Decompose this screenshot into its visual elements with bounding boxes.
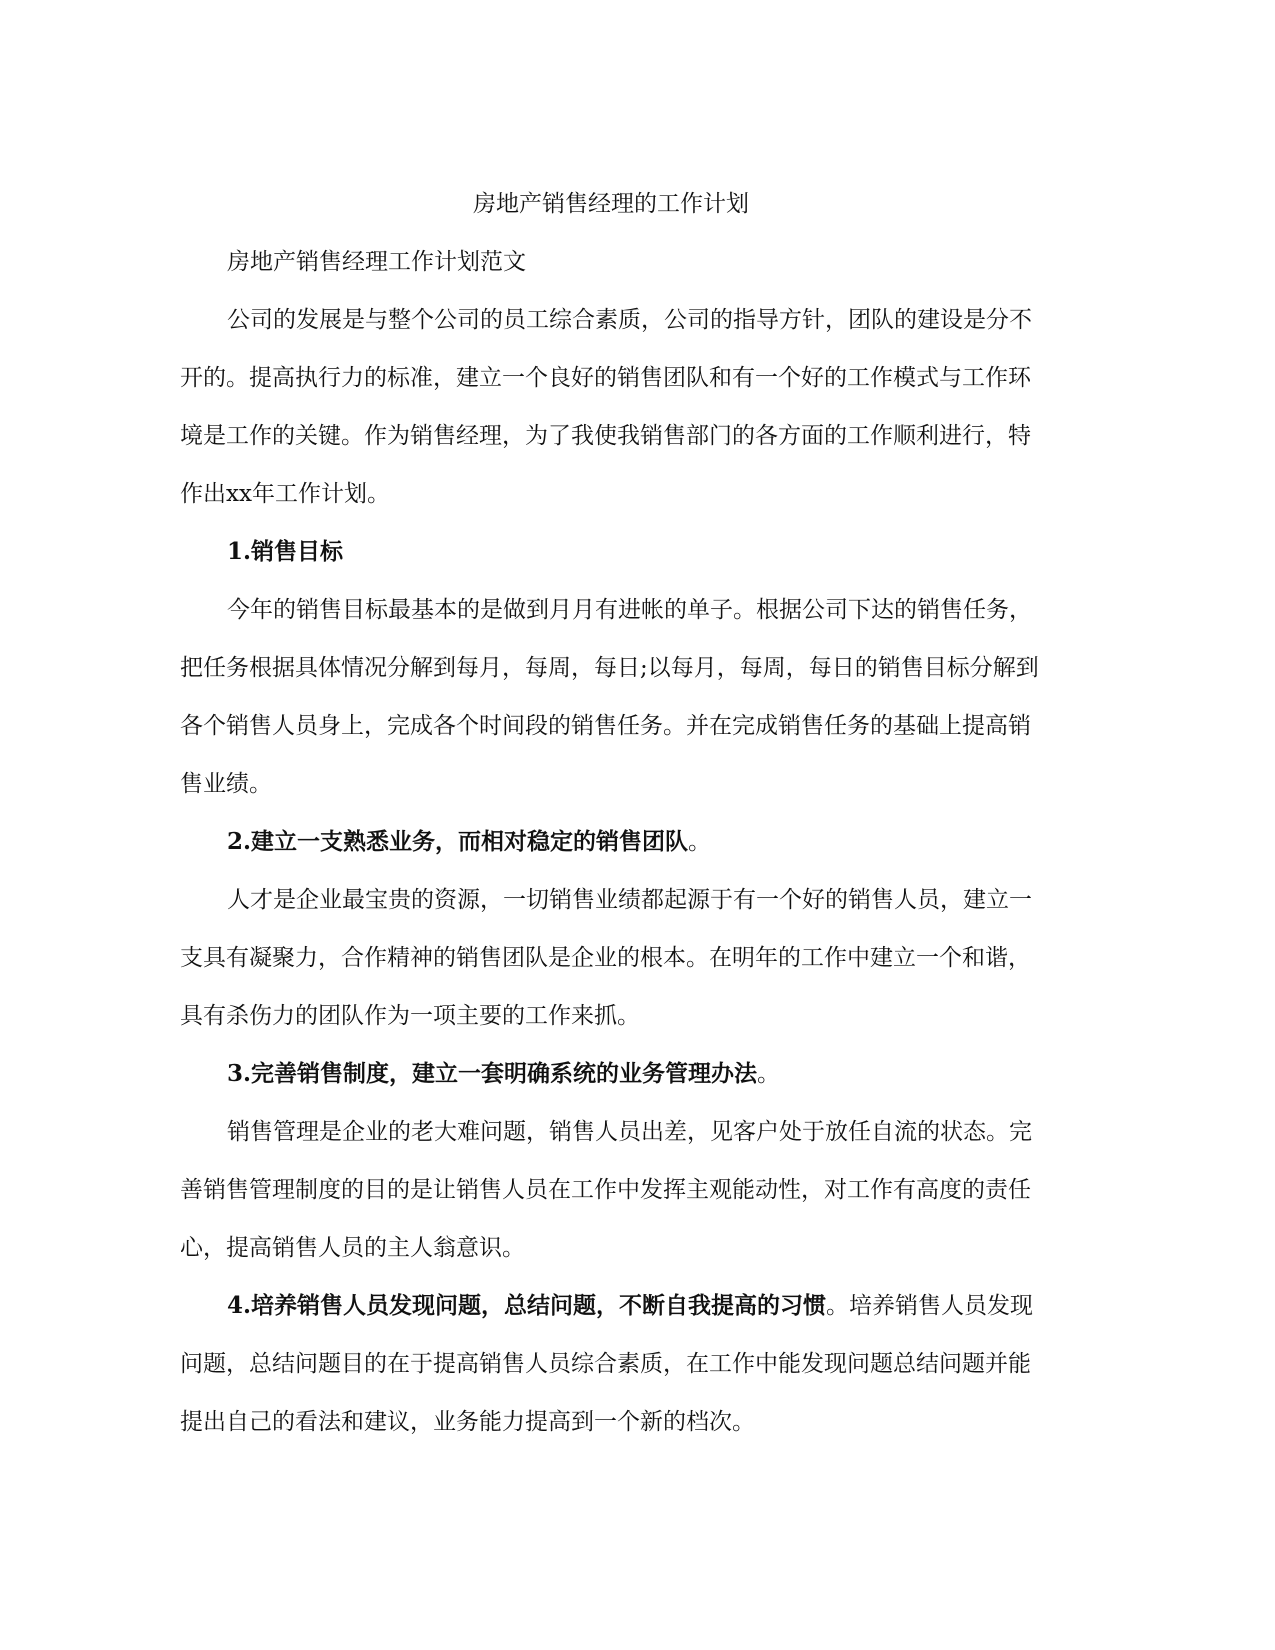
section-2-heading-text: 2.建立一支熟悉业务，而相对稳定的销售团队 — [227, 828, 689, 855]
section-3-body: 销售管理是企业的老大难问题，销售人员出差，见客户处于放任自流的状态。完善销售管理制度的目的是让销售人员在工作中发挥主观能动性，对工作有高度的责任心，提高销售人员的主人翁意识。 — [180, 1119, 1032, 1261]
section-2-heading-tail: 。 — [688, 829, 712, 855]
document-subtitle: 房地产销售经理工作计划范文 — [227, 249, 526, 275]
section-4-heading-text: 4.培养销售人员发现问题，总结问题，不断自我提高的习惯 — [227, 1292, 827, 1319]
section-3-heading — [180, 1045, 1042, 1103]
section-4-heading-tail: 。 — [826, 1293, 850, 1319]
section-3-heading-tail: 。 — [757, 1061, 781, 1087]
section-1-heading-text: 1.销售目标 — [227, 538, 344, 565]
document-title: 房地产销售经理的工作计划 — [473, 191, 749, 217]
section-4-paragraph — [180, 1277, 1042, 1451]
section-4-body: 培养销售人员发现问题，总结问题目的在于提高销售人员综合素质，在工作中能发现问题总结问题并能提出自己的看法和建议，业务能力提高到一个新的档次。 — [180, 1293, 1034, 1435]
document-page — [180, 175, 1042, 1451]
section-3-heading-text: 3.完善销售制度，建立一套明确系统的业务管理办法 — [227, 1060, 758, 1087]
section-1-body: 今年的销售目标最基本的是做到月月有进帐的单子。根据公司下达的销售任务，把任务根据具体情况分解到每月，每周，每日;以每月，每周，每日的销售目标分解到各个销售人员身上，完成各个时间段的销售任务。并在完成销售任务的基础上提高销售业绩。 — [180, 597, 1039, 797]
intro-paragraph: 公司的发展是与整个公司的员工综合素质，公司的指导方针，团队的建设是分不开的。提高执行力的标准，建立一个良好的销售团队和有一个好的工作模式与工作环境是工作的关键。作为销售经理，为了我使我销售部门的各方面的工作顺利进行，特作出xx年工作计划。 — [180, 307, 1032, 507]
section-1-heading — [180, 523, 1042, 581]
section-2-body: 人才是企业最宝贵的资源，一切销售业绩都起源于有一个好的销售人员，建立一支具有凝聚力，合作精神的销售团队是企业的根本。在明年的工作中建立一个和谐，具有杀伤力的团队作为一项主要的工作来抓。 — [180, 887, 1032, 1029]
section-2-heading — [180, 813, 1042, 871]
